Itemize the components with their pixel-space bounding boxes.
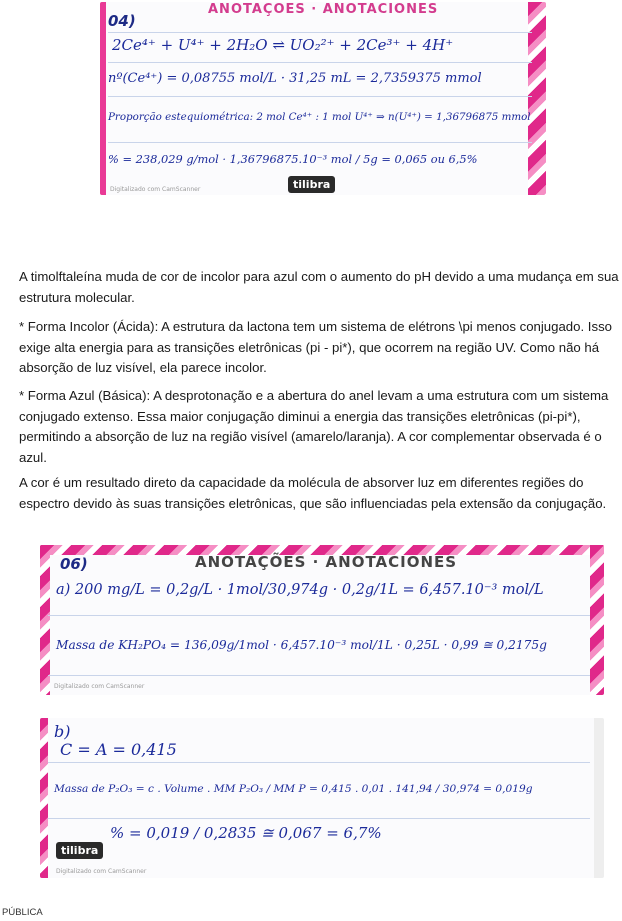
classification-label: PÚBLICA — [2, 907, 43, 918]
notebook-scan-question-6b — [40, 718, 604, 878]
tilibra-logo: tilibra — [56, 842, 103, 859]
notebook-edge-right — [528, 2, 546, 195]
question-number: 04) — [108, 12, 136, 30]
handwritten-mass-kh2po4: Massa de KH₂PO₄ = 136,09g/1mol · 6,457.10⁻³ mol/1L · 0,25L · 0,99 ≅ 0,2175g — [56, 638, 547, 652]
tilibra-logo: tilibra — [288, 176, 335, 193]
notebook-edge-left — [100, 2, 106, 195]
handwritten-calculation: nº(Ce⁴⁺) = 0,08755 mol/L · 31,25 mL = 2,7359375 mmol — [108, 71, 482, 86]
notebook-scan-question-4 — [100, 2, 546, 195]
basic-form-paragraph: * Forma Azul (Básica): A desprotonação e a abertura do anel levam a uma estrutura com um sistema conjugado extenso. Essa maior conjugação diminui a energia das transições eletrônicas (pi-pi*), permitindo a absorção de luz na região visível (amarelo/laranja). A cor complementar observada é o azul. — [19, 388, 609, 465]
notebook-rule — [108, 142, 532, 143]
notebook-edge-right — [590, 545, 604, 695]
conclusion-paragraph: A cor é um resultado direto da capacidade da molécula de absorver luz em diferentes regiões do espectro devido às suas transições eletrônicas, que são influenciadas pela extensão da conjugação. — [19, 475, 607, 511]
scanner-watermark: Digitalizado com CamScanner — [56, 868, 147, 875]
handwritten-stoichiometry: Proporção estequiométrica: 2 mol Ce⁴⁺ : 1 mol U⁴⁺ ⇒ n(U⁴⁺) = 1,36796875 mmol — [108, 111, 531, 123]
handwritten-equation: 2Ce⁴⁺ + U⁴⁺ + 2H₂O ⇌ UO₂²⁺ + 2Ce³⁺ + 4H⁺ — [112, 36, 454, 54]
handwritten-percentage: % = 238,029 g/mol · 1,36796875.10⁻³ mol / 5g = 0,065 ou 6,5% — [108, 152, 478, 166]
notebook-edge-left — [40, 718, 48, 878]
notebook-edge-right — [594, 718, 604, 878]
notebook-scan-question-6a — [40, 545, 604, 695]
part-label: b) — [54, 722, 71, 741]
notebook-rule — [108, 62, 532, 63]
notebook-header: ANOTAÇÕES · ANOTACIONES — [195, 553, 458, 571]
handwritten-mass-p2o3: Massa de P₂O₃ = c . Volume . MM P₂O₃ / MM P = 0,415 . 0,01 . 141,94 / 30,974 = 0,019g — [54, 783, 533, 795]
notebook-rule — [48, 675, 590, 676]
handwritten-percentage: % = 0,019 / 0,2835 ≅ 0,067 = 6,7% — [110, 824, 382, 842]
scanner-watermark: Digitalizado com CamScanner — [54, 683, 145, 690]
notebook-rule — [108, 96, 532, 97]
notebook-header: ANOTAÇÕES · ANOTACIONES — [208, 2, 439, 17]
notebook-rule — [108, 32, 532, 33]
intro-paragraph: A timolftaleína muda de cor de incolor para azul com o aumento do pH devido a uma mudança em sua estrutura molecular. — [19, 269, 619, 305]
handwritten-concentration: a) 200 mg/L = 0,2g/L · 1mol/30,974g · 0,2g/1L = 6,457.10⁻³ mol/L — [56, 582, 544, 598]
notebook-rule — [48, 762, 590, 763]
question-number: 06) — [60, 555, 88, 573]
scanner-watermark: Digitalizado com CamScanner — [110, 186, 201, 193]
acid-form-paragraph: * Forma Incolor (Ácida): A estrutura da lactona tem um sistema de elétrons \pi menos conjugado. Isso exige alta energia para as transições eletrônicas (pi - pi*), que ocorrem na região UV. Como não há absorção de luz visível, ela parece incolor. — [19, 319, 612, 375]
notebook-edge-left — [40, 545, 50, 695]
handwritten-absorbance: C = A = 0,415 — [60, 740, 177, 759]
notebook-rule — [48, 818, 590, 819]
notebook-rule — [48, 615, 590, 616]
